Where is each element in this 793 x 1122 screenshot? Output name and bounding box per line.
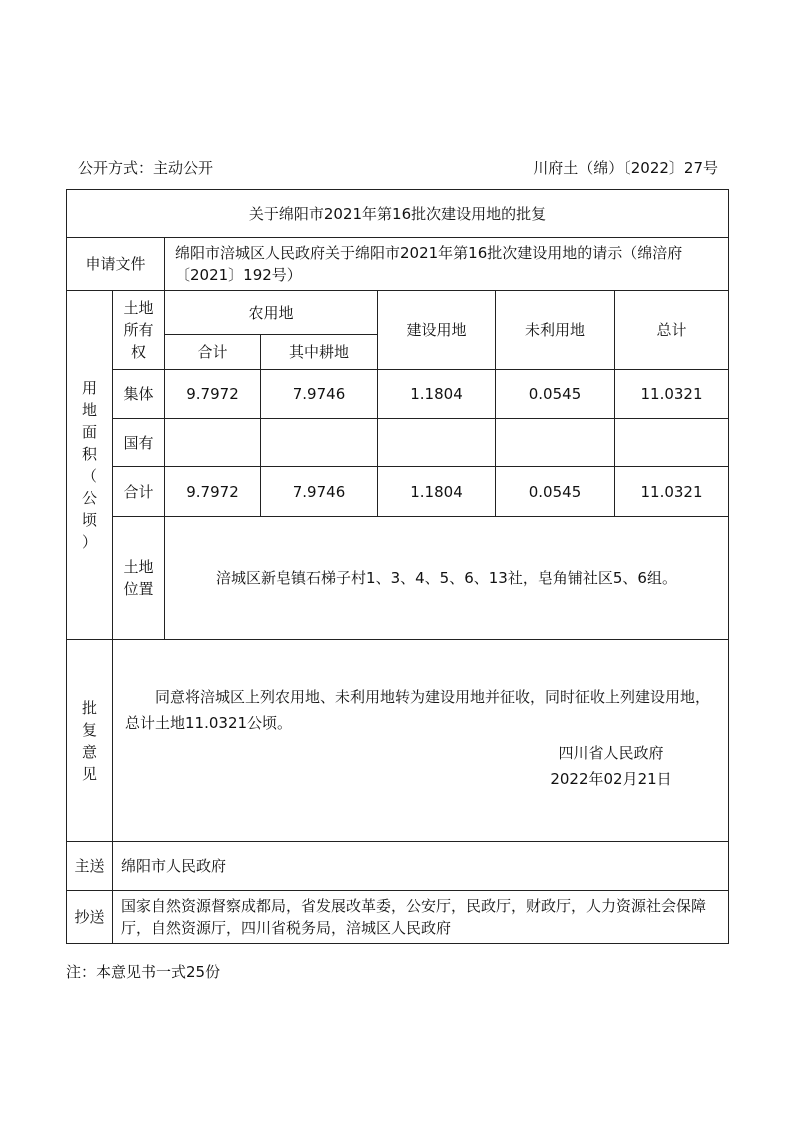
cultivated-label: 其中耕地 [261, 335, 378, 370]
total-label: 总计 [615, 291, 729, 370]
approval-text: 同意将涪城区上列农用地、未利用地转为建设用地并征收，同时征收上列建设用地，总计土地11.0321公顷。 [125, 688, 711, 732]
owner-cell: 集体 [113, 370, 165, 419]
document-number: 川府土（绵）〔2022〕27号 [533, 159, 718, 177]
table-row [67, 467, 729, 517]
unused-cell [496, 419, 615, 467]
request-text: 绵阳市涪城区人民政府关于绵阳市2021年第16批次建设用地的请示（绵涪府〔2021〕192号） [165, 238, 729, 291]
farm-total-cell: 9.7972 [165, 370, 261, 419]
approval-label: 批 复 意 见 [67, 640, 113, 842]
table-row [67, 370, 729, 419]
owner-cell: 国有 [113, 419, 165, 467]
cc-text: 国家自然资源督察成都局，省发展改革委，公安厅，民政厅，财政厅，人力资源社会保障厅，自然资源厅，四川省税务局，涪城区人民政府 [113, 891, 729, 944]
document-title: 关于绵阳市2021年第16批次建设用地的批复 [67, 190, 729, 238]
total-cell: 11.0321 [615, 370, 729, 419]
construction-cell: 1.1804 [378, 467, 496, 517]
total-cell: 11.0321 [615, 467, 729, 517]
approval-table [66, 189, 729, 944]
unused-cell: 0.0545 [496, 467, 615, 517]
copies-note: 注：本意见书一式25份 [66, 963, 221, 981]
main-recipient-label: 主送 [67, 842, 113, 891]
approval-opinion [113, 640, 729, 842]
location-text: 涪城区新皂镇石梯子村1、3、4、5、6、13社，皂角铺社区5、6组。 [165, 517, 729, 640]
unused-cell: 0.0545 [496, 370, 615, 419]
cultivated-cell: 7.9746 [261, 467, 378, 517]
approval-org: 四川省人民政府 [558, 744, 664, 762]
total-cell [615, 419, 729, 467]
cultivated-cell: 7.9746 [261, 370, 378, 419]
ownership-label: 土地 所有 权 [113, 291, 165, 370]
farmland-label: 农用地 [165, 291, 378, 335]
owner-cell: 合计 [113, 467, 165, 517]
main-recipient: 绵阳市人民政府 [113, 842, 729, 891]
approval-date: 2022年02月21日 [550, 770, 672, 788]
subtotal-label: 合计 [165, 335, 261, 370]
cultivated-cell [261, 419, 378, 467]
area-label: 用 地 面 积 （ 公 顷 ） [67, 291, 113, 640]
construction-label: 建设用地 [378, 291, 496, 370]
approval-signature [125, 740, 716, 792]
construction-cell: 1.1804 [378, 370, 496, 419]
unused-label: 未利用地 [496, 291, 615, 370]
request-label: 申请文件 [67, 238, 165, 291]
construction-cell [378, 419, 496, 467]
cc-label: 抄送 [67, 891, 113, 944]
farm-total-cell: 9.7972 [165, 467, 261, 517]
location-label: 土地 位置 [113, 517, 165, 640]
disclosure-mode: 公开方式：主动公开 [78, 159, 214, 177]
farm-total-cell [165, 419, 261, 467]
table-row [67, 419, 729, 467]
